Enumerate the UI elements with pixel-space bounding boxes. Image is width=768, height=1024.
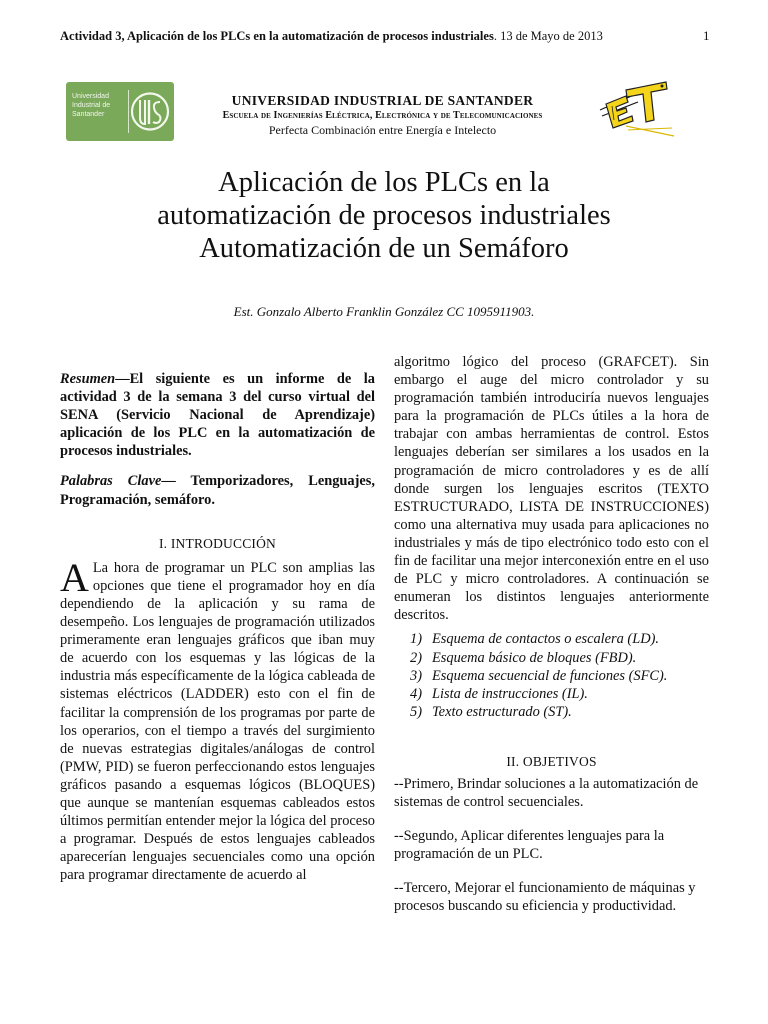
- intro-continuation: algoritmo lógico del proceso (GRAFCET). Sin embargo el auge del micro controlador y su programación también introduciría nuevos lenguajes para la programación de PLCs útiles a la hora de trabajar con ambas herramientas de control. Estos lenguajes deberían ser similares a los usados en la programación de micro controladores y es de allí donde surgen los lenguajes escritos (TEXTO ESTRUCTURADO, LISTA DE INSTRUCCIONES) como una alternativa muy usada para aplicaciones no industriales y más de tipo electrónico todo esto con el fin de facilitar una mejor interconexión entre en el uso de PLC y micro controladores. A continuación se enumeran los distintos lenguajes anteriormente descritos.: [394, 354, 709, 624]
- keywords-text: — Temporizadores, Lenguajes, Programación, semáforo.: [60, 473, 375, 508]
- list-item: [410, 630, 709, 648]
- list-item: [410, 703, 709, 721]
- abstract-text: —El siguiente es un informe de la actividad 3 de la semana 3 del curso virtual del SENA (Servicio Nacional de Aprendizaje) aplicación de los PLC en la automatización de procesos industriales.: [60, 371, 375, 460]
- intro-body: La hora de programar un PLC son amplias las opciones que tiene el programador hoy en día dependiendo de la aplicación y su rama de desempeño. Los lenguajes de programación utilizados primeramente eran lenguajes gráficos que iban muy de acuerdo con los esquemas y las lógicas de la industria más específicamente de la lógica cableada de sistemas eléctricos (LADDER) esto con el fin de facilitar la comprensión de los programas por parte de los operarios, con el tiempo a través del surgimiento de nuevas estrategias digitales/análogas de control (PMW, PID) se fueron perfeccionando estos lenguajes gráficos pasando a esquemas lógicos (BLOQUES) que aunque se mantenían esquemas cableados estos últimos permitían entender mejor la lógica del proceso a programar. Después de estos lenguajes cableados aparecerían lenguajes secuenciales como una opción para programar directamente de acuerdo al: [60, 559, 375, 884]
- drop-cap: A: [60, 554, 89, 600]
- keywords: [60, 472, 375, 508]
- section-heading-initial: I: [170, 535, 176, 551]
- objective-item: --Segundo, Aplicar diferentes lenguajes para la programación de un PLC.: [394, 828, 665, 863]
- abstract-label: Resumen: [60, 371, 116, 387]
- list-item: [410, 649, 709, 667]
- right-column: [394, 353, 709, 932]
- institution-block: [185, 92, 580, 138]
- university-motto: Perfecta Combinación entre Energía e Intelecto: [268, 123, 497, 137]
- section-numeral: II.: [506, 753, 520, 769]
- section-heading-rest: BJETIVOS: [532, 753, 597, 769]
- university-name: UNIVERSIDAD INDUSTRIAL DE SANTANDER: [231, 93, 534, 108]
- title-line-3: Automatización de un Semáforo: [199, 233, 569, 264]
- abstract: [60, 370, 375, 460]
- section-heading-introduccion: [60, 535, 375, 553]
- school-name: Escuela de Ingenierías Eléctrica, Electrónica y de Telecomunicaciones: [222, 110, 543, 121]
- intro-paragraph: [60, 554, 375, 885]
- section-heading-initial: O: [522, 753, 533, 769]
- title-line-2: automatización de procesos industriales: [157, 200, 611, 231]
- list-number: 5): [410, 703, 422, 720]
- list-number: 2): [410, 649, 422, 666]
- objective-item: --Primero, Brindar soluciones a la automatización de sistemas de control secuenciales.: [394, 775, 699, 811]
- running-date: . 13 de Mayo de 2013: [493, 29, 603, 43]
- title-line-1: Aplicación de los PLCs en la: [218, 167, 550, 198]
- list-item: [410, 667, 709, 685]
- list-item: [410, 685, 709, 703]
- paper-title: [40, 166, 728, 265]
- uis-logo-divider: [128, 90, 129, 133]
- uis-logo-text: Universidad Industrial de Santander: [72, 93, 111, 118]
- et-logo-icon: [596, 80, 676, 138]
- uis-emblem-icon: [130, 88, 170, 135]
- left-column: [60, 370, 375, 884]
- section-heading-rest: NTRODUCCIÓN: [175, 535, 276, 551]
- uis-logo: [66, 82, 174, 141]
- page-number: 1: [703, 28, 710, 43]
- list-text: Texto estructurado (ST).: [432, 703, 572, 720]
- list-text: Esquema de contactos o escalera (LD).: [432, 631, 660, 648]
- list-number: 4): [410, 685, 422, 702]
- keywords-label: Palabras Clave: [60, 473, 162, 490]
- list-text: Lista de instrucciones (IL).: [432, 685, 588, 702]
- running-header: [60, 28, 645, 44]
- author-line: Est. Gonzalo Alberto Franklin González CC 1095911903.: [233, 304, 535, 319]
- running-title: Actividad 3, Aplicación de los PLCs en la automatización de procesos industriales: [60, 29, 494, 43]
- list-text: Esquema secuencial de funciones (SFC).: [432, 667, 668, 684]
- list-text: Esquema básico de bloques (FBD).: [432, 649, 637, 666]
- section-numeral: I.: [158, 535, 168, 551]
- list-number: 3): [410, 667, 422, 684]
- language-list: [410, 630, 709, 720]
- objective-item: --Tercero, Mejorar el funcionamiento de máquinas y procesos buscando su eficiencia y productividad.: [394, 880, 696, 915]
- section-heading-objetivos: [394, 753, 709, 771]
- list-number: 1): [410, 631, 422, 648]
